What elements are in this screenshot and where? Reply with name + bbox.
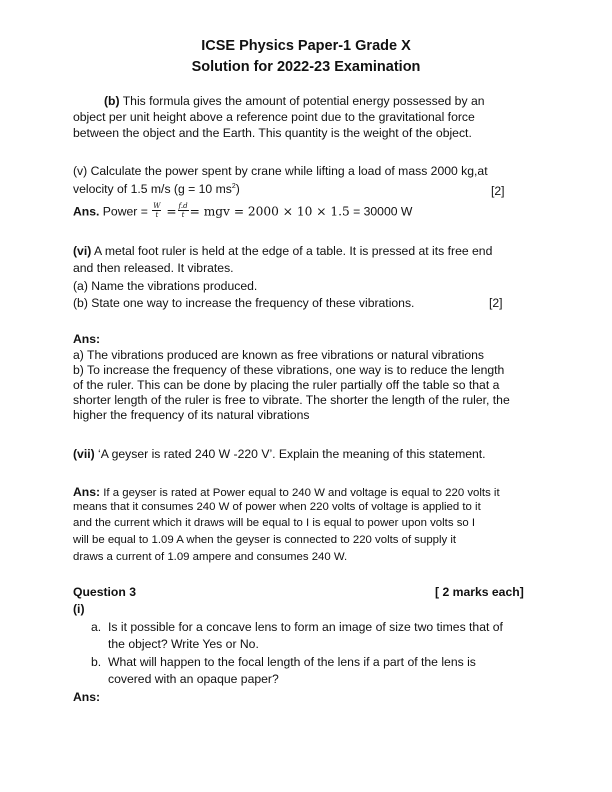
question-3-sub-label: (i) <box>73 602 85 616</box>
fraction-w-numerator: W <box>153 202 161 210</box>
fraction-fd-denominator: t <box>181 211 185 219</box>
equation-rest: = mgv = 2000 × 10 × 1.5 <box>189 204 350 219</box>
question-vii-label: (vii) <box>73 447 95 461</box>
list-item-a-line-2: the object? Write Yes or No. <box>108 637 259 651</box>
question-v-line-2 <box>73 182 240 196</box>
question-3-marks: [ 2 marks each] <box>435 585 524 599</box>
part-b-line-1 <box>104 94 485 108</box>
part-b-line-2: object per unit height above a reference point due to the gravitational force <box>73 110 475 124</box>
fraction-fd-over-t <box>178 202 189 219</box>
list-item-b-line-1: What will happen to the focal length of the lens if a part of the lens is <box>108 655 476 669</box>
part-b-text-1: This formula gives the amount of potential energy possessed by an <box>119 94 485 108</box>
question-v-answer <box>73 204 412 221</box>
fraction-w-denominator: t <box>155 211 159 219</box>
question-vi-answer-label: Ans: <box>73 332 101 346</box>
question-vii-answer-label: Ans: <box>73 485 101 499</box>
question-vi-answer-line-5: higher the frequency of its natural vibrations <box>73 408 310 422</box>
header-subtitle: Solution for 2022-23 Examination <box>191 59 421 75</box>
question-vi-label: (vi) <box>73 244 92 258</box>
part-b-line-3: between the object and the Earth. This quantity is the weight of the object. <box>73 126 472 140</box>
question-vi-line-1 <box>73 244 492 258</box>
fraction-w-over-t <box>152 202 161 219</box>
question-v-marks: [2] <box>491 184 505 198</box>
header-title: ICSE Physics Paper-1 Grade X <box>201 38 411 54</box>
question-vii-answer-line-4: will be equal to 1.09 A when the geyser is connected to 220 volts of supply it <box>73 534 457 546</box>
question-vii-answer-line-3: and the current which it draws will be equal to I is equal to power upon volts so I <box>73 517 476 529</box>
question-v-answer-text: Power = <box>99 204 152 219</box>
part-b-label: (b) <box>104 94 120 108</box>
question-vi-answer-line-3: of the ruler. This can be done by placing the ruler partially off the table so that a <box>73 378 500 392</box>
question-vi-answer-line-1: a) The vibrations produced are known as free vibrations or natural vibrations <box>73 348 484 362</box>
question-vi-line-2: and then released. It vibrates. <box>73 261 234 275</box>
question-vi-answer-line-4: shorter length of the ruler is free to vibrate. The shorter the length of the ruler, the <box>73 393 510 407</box>
question-vi-marks: [2] <box>489 296 503 310</box>
list-item-a-line-1: Is it possible for a concave lens to form an image of size two times that of <box>108 620 503 634</box>
question-v-answer-label: Ans. <box>73 204 100 219</box>
question-3-answer-label: Ans: <box>73 690 101 704</box>
list-item-marker-b: b. <box>91 655 102 669</box>
question-vii-answer-line-5: draws a current of 1.09 ampere and consumes 240 W. <box>73 551 348 563</box>
question-v-line-2-text: velocity of 1.5 m/s (g = 10 ms <box>73 182 232 196</box>
question-v-exponent: 2 <box>231 182 236 190</box>
list-item-marker-a: a. <box>91 620 102 634</box>
equation-result: = 30000 W <box>349 204 413 219</box>
question-vi-line-3: (a) Name the vibrations produced. <box>73 279 258 293</box>
question-3-title: Question 3 <box>73 585 136 599</box>
question-vi-text-1: A metal foot ruler is held at the edge of a table. It is pressed at its free end <box>91 244 493 258</box>
question-vii-text: ‘A geyser is rated 240 W -220 V’. Explain the meaning of this statement. <box>94 447 486 461</box>
question-vii-line <box>73 447 486 461</box>
question-v-line-2-close: ) <box>235 182 240 196</box>
question-vii-answer-line-2: means that it consumes 240 W of power when 220 volts of voltage is applied to it <box>73 501 481 513</box>
equals-sign: = <box>162 204 177 219</box>
question-vii-answer-line-1 <box>73 485 500 499</box>
fraction-fd-numerator: f.d <box>178 202 188 210</box>
question-v-line-1: (v) Calculate the power spent by crane while lifting a load of mass 2000 kg,at <box>73 164 488 178</box>
question-vii-answer-text-1: If a geyser is rated at Power equal to 240 W and voltage is equal to 220 volts it <box>100 487 500 499</box>
question-vi-answer-line-2: b) To increase the frequency of these vibrations, one way is to reduce the length <box>73 363 505 377</box>
question-vi-line-4: (b) State one way to increase the frequency of these vibrations. <box>73 296 415 310</box>
list-item-b-line-2: covered with an opaque paper? <box>108 672 279 686</box>
